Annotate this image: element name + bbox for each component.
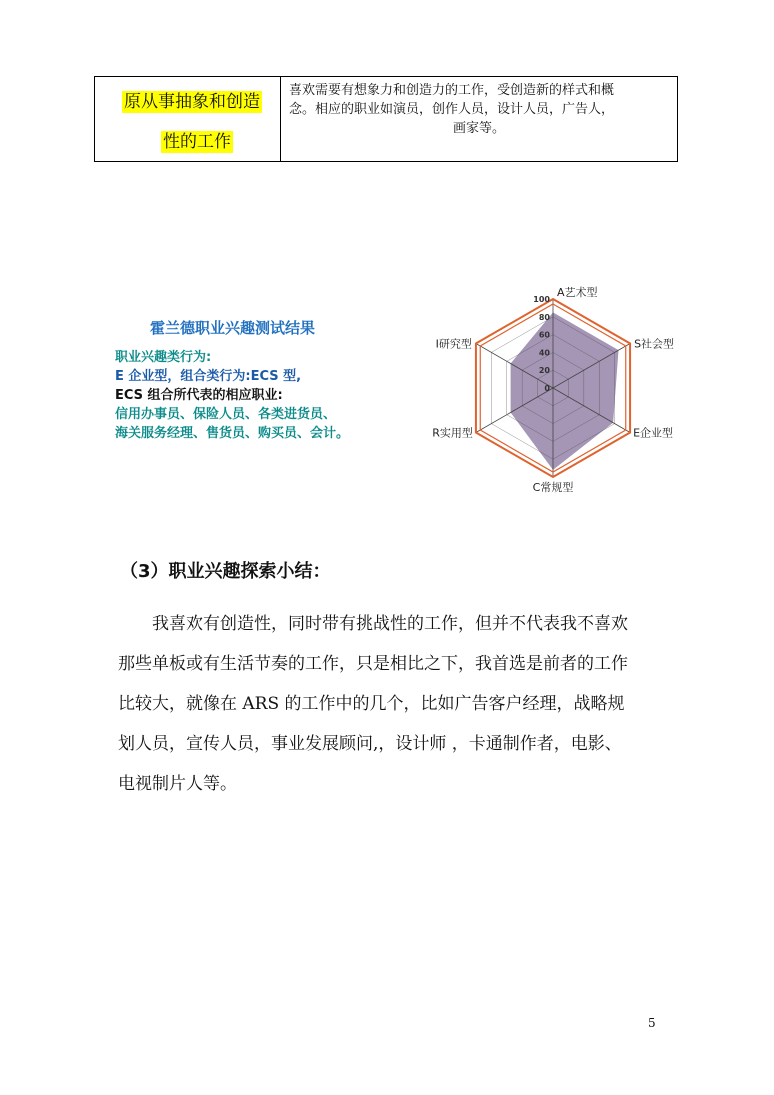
paragraph-line1: 我喜欢有创造性，同时带有挑战性的工作，但并不代表我不喜欢 (152, 614, 628, 634)
paragraph-line4: 划人员，宣传人员，事业发展顾问,，设计师 ，卡通制作者，电影、 (118, 734, 622, 754)
tick-label: 40 (538, 348, 550, 358)
tick-label: 20 (538, 366, 550, 376)
description-line3: 画家等。 (452, 121, 505, 136)
axis-label: C常规型 (532, 481, 574, 494)
axis-label: A艺术型 (557, 286, 598, 299)
axis-label: S社会型 (634, 337, 675, 351)
result-line4: 信用办事员、保险人员、各类进货员、 (115, 407, 337, 422)
result-title: 霍兰德职业兴趣测试结果 (150, 319, 316, 337)
tick-label: 0 (544, 384, 550, 393)
tick-label: 80 (538, 312, 550, 322)
paragraph-line3: 比较大，就像在 ARS 的工作中的几个，比如广告客户经理，战略规 (118, 694, 625, 714)
result-text (115, 348, 349, 443)
section-heading: （3）职业兴趣探索小结： (120, 561, 331, 582)
result-line3: ECS 组合所代表的相应职业: (115, 388, 283, 403)
description-line1: 喜欢需要有想象力和创造力的工作，受创造新的样式和概 (289, 83, 615, 98)
radar-chart (410, 274, 690, 496)
result-line5: 海关服务经理、售货员、购买员、会计。 (115, 426, 350, 441)
result-line2: E 企业型，组合类行为:ECS 型, (115, 369, 302, 384)
axis-label: I研究型 (435, 337, 472, 351)
page-number: 5 (648, 1016, 656, 1030)
description-line2: 念。相应的职业如演员，创作人员，设计人员，广告人， (289, 102, 615, 117)
summary-paragraph (118, 604, 658, 804)
career-table (94, 76, 678, 162)
highlighted-label-line1: 原从事抽象和创造 (124, 92, 260, 112)
result-line1: 职业兴趣类行为: (115, 350, 212, 365)
tick-label: 60 (538, 330, 550, 340)
table-left-cell (95, 77, 281, 161)
data-area (511, 312, 619, 470)
axis-label: E企业型 (633, 426, 674, 440)
table-right-cell (281, 77, 677, 161)
highlighted-label-line2: 性的工作 (163, 132, 231, 152)
paragraph-line2: 那些单板或有生活节奏的工作，只是相比之下，我首选是前者的工作 (118, 654, 628, 674)
axis-label: R实用型 (432, 426, 473, 440)
tick-label: 100 (533, 295, 550, 304)
paragraph-line5: 电视制片人等。 (118, 774, 237, 794)
